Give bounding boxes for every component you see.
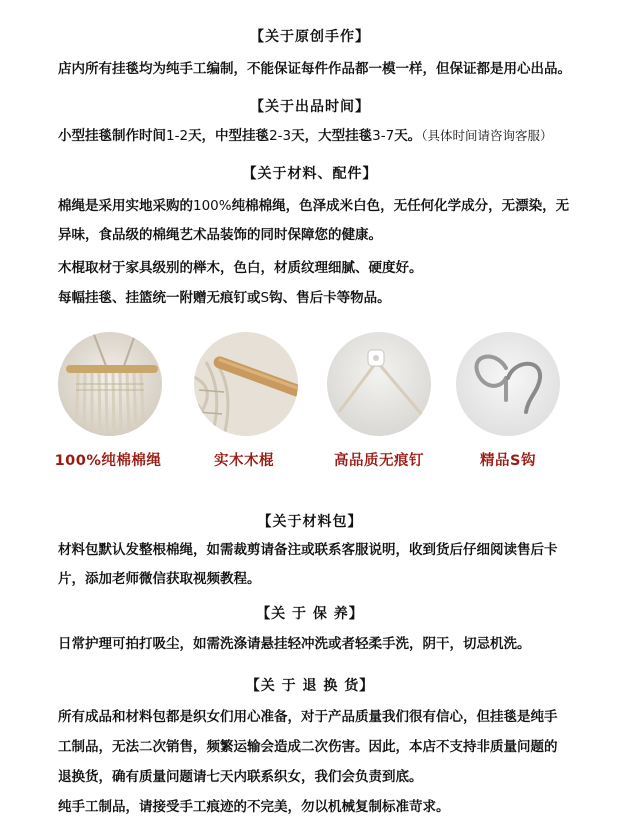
time-num-medium: 2-3 bbox=[269, 128, 292, 144]
production-time-text bbox=[58, 122, 588, 150]
kit-line2: 片，添加老师微信获取视频教程。 bbox=[58, 571, 261, 587]
original-text: 店内所有挂毯均为纯手工编制，不能保证每件作品都一模一样，但保证都是用心出品。 bbox=[58, 61, 571, 77]
kit-line1: 材料包默认发整根棉绳，如需裁剪请备注或联系客服说明，收到货后仔细阅读售后卡 bbox=[58, 542, 558, 558]
materials-p3-b: 钩、售后卡等物品。 bbox=[269, 290, 391, 306]
materials-p1-b: 纯棉棉绳，色泽成米白色，无任何化学成分，无漂染，无 bbox=[231, 198, 570, 214]
time-note: （具体时间请咨询客服） bbox=[421, 128, 553, 143]
heading-original: 【关于原创手作】 bbox=[250, 29, 370, 45]
time-text-b: 天，中型挂毯 bbox=[188, 128, 270, 144]
care-text: 日常护理可拍打吸尘，如需洗涤请悬挂轻冲洗或者轻柔手洗，阴干，切忌机洗。 bbox=[58, 636, 531, 652]
materials-p3-s: S bbox=[260, 290, 270, 306]
materials-p3-a: 每幅挂毯、挂篮统一附赠无痕钉或 bbox=[58, 290, 261, 306]
heading-materials: 【关于材料、配件】 bbox=[242, 166, 378, 182]
heading-care: 【关 于 保 养】 bbox=[256, 606, 364, 622]
time-text-c: 天，大型挂毯 bbox=[291, 128, 373, 144]
s-hook-photo bbox=[456, 332, 560, 436]
returns-line2: 工制品，无法二次销售，频繁运输会造成二次伤害。因此，本店不支持非质量问题的 bbox=[58, 739, 558, 755]
materials-p1-line2: 异味，食品级的棉绳艺术品装饰的同时保障您的健康。 bbox=[58, 227, 382, 243]
wood-stick-photo bbox=[194, 332, 298, 436]
traceless-nail-caption: 高品质无痕钉 bbox=[334, 453, 424, 469]
returns-line1: 所有成品和材料包都是织女们用心准备，对于产品质量我们很有信心，但挂毯是纯手 bbox=[58, 709, 558, 725]
traceless-nail-photo bbox=[327, 332, 431, 436]
materials-p2: 木棍取材于家具级别的榉木，色白，材质纹理细腻、硬度好。 bbox=[58, 260, 423, 276]
materials-p3 bbox=[58, 284, 588, 312]
cotton-rope-photo bbox=[58, 332, 162, 436]
time-num-large: 3-7 bbox=[372, 128, 395, 144]
returns-line3: 退换货，确有质量问题请七天内联系织女，我们会负责到底。 bbox=[58, 769, 423, 785]
time-text-d: 天。 bbox=[394, 128, 422, 144]
cotton-rope-caption: 100%纯棉棉绳 bbox=[54, 453, 162, 469]
heading-kit: 【关于材料包】 bbox=[257, 514, 363, 530]
s-hook-caption: 精品S钩 bbox=[480, 453, 536, 469]
heading-production-time: 【关于出品时间】 bbox=[250, 99, 370, 115]
materials-p1-percent: 100% bbox=[193, 198, 232, 214]
time-text-a: 小型挂毯制作时间 bbox=[58, 128, 166, 144]
returns-line4: 纯手工制品，请接受手工痕迹的不完美，勿以机械复制标准苛求。 bbox=[58, 799, 450, 815]
time-num-small: 1-2 bbox=[166, 128, 189, 144]
materials-p1-a: 棉绳是采用实地采购的 bbox=[58, 198, 193, 214]
wood-stick-caption: 实木木棍 bbox=[214, 453, 274, 469]
heading-returns: 【关 于 退 换 货】 bbox=[245, 678, 375, 694]
materials-p1-line1 bbox=[58, 192, 588, 220]
